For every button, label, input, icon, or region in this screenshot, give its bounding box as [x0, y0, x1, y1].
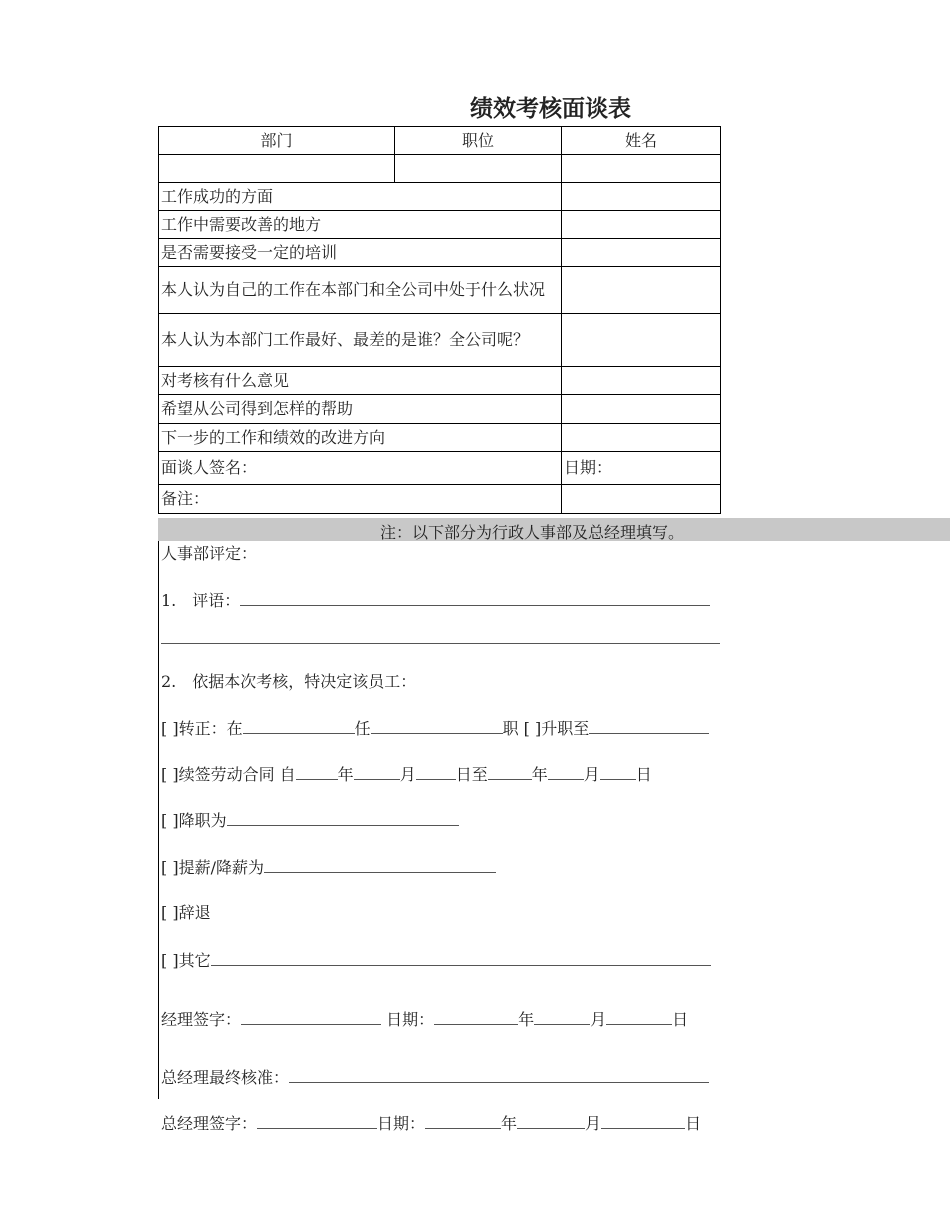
regular-row: [158, 718, 720, 740]
month-label: 月: [399, 765, 416, 784]
hr-eval-title: 人事部评定：: [161, 544, 258, 563]
comment-input[interactable]: [240, 590, 710, 606]
interview-table: [158, 126, 720, 514]
answer-cell[interactable]: [562, 395, 721, 424]
answer-cell[interactable]: [562, 239, 721, 267]
question-label: 本人认为本部门工作最好、最差的是谁？全公司呢？: [159, 314, 562, 367]
manager-sign-row: [158, 1009, 720, 1031]
manager-sign-label: 经理签字：: [161, 1010, 242, 1029]
date-label: 日期：: [562, 452, 721, 485]
question-label: 工作中需要改善的地方: [159, 211, 562, 239]
dismiss-option[interactable]: [ ]辞退: [161, 903, 211, 922]
regular-position-input[interactable]: [371, 718, 503, 734]
manager-sign-input[interactable]: [241, 1009, 381, 1025]
header-name: 姓名: [562, 127, 721, 155]
month-label: 月: [585, 1114, 602, 1133]
year-label: 年: [531, 765, 548, 784]
dept-cell[interactable]: [159, 155, 395, 183]
renew-to-year[interactable]: [488, 764, 532, 780]
gm-approve-row: [158, 1067, 720, 1089]
regular-dept-input[interactable]: [243, 718, 355, 734]
name-cell[interactable]: [562, 155, 721, 183]
renew-from-year[interactable]: [296, 764, 338, 780]
question-label: 本人认为自己的工作在本部门和全公司中处于什么状况: [159, 267, 562, 314]
day-to-label: 日至: [455, 765, 488, 784]
manager-date-label: 日期：: [381, 1010, 435, 1029]
manager-date-year[interactable]: [434, 1009, 518, 1025]
salary-option[interactable]: [ ]提薪/降薪为: [161, 858, 264, 877]
gm-date-label: 日期：: [377, 1114, 426, 1133]
position-cell[interactable]: [395, 155, 562, 183]
gm-approve-label: 总经理最终核准：: [161, 1068, 290, 1087]
renew-to-month[interactable]: [548, 764, 584, 780]
demote-input[interactable]: [227, 810, 459, 826]
gm-approve-input[interactable]: [289, 1067, 709, 1083]
question-label: 下一步的工作和绩效的改进方向: [159, 424, 562, 452]
gm-sign-label: 总经理签字：: [161, 1114, 258, 1133]
question-label: 是否需要接受一定的培训: [159, 239, 562, 267]
answer-cell[interactable]: [562, 183, 721, 211]
question-label: 工作成功的方面: [159, 183, 562, 211]
day-label: 日: [672, 1010, 689, 1029]
day-label: 日: [635, 765, 652, 784]
remarks-label: 备注：: [159, 485, 562, 514]
demote-row: [161, 810, 459, 831]
manager-date-month[interactable]: [534, 1009, 590, 1025]
manager-date-day[interactable]: [606, 1009, 672, 1025]
decision-label: 2. 依据本次考核，特决定该员工：: [161, 672, 417, 691]
renew-from-month[interactable]: [354, 764, 400, 780]
promote-option[interactable]: 职 [ ]升职至: [502, 719, 590, 738]
question-label: 对考核有什么意见: [159, 367, 562, 395]
answer-cell[interactable]: [562, 267, 721, 314]
comment-row: [158, 590, 720, 612]
year-label: 年: [337, 765, 354, 784]
comment-line-2[interactable]: [161, 643, 720, 644]
comment-label: 1. 评语：: [161, 591, 241, 610]
year-label: 年: [501, 1114, 518, 1133]
other-option[interactable]: [ ]其它: [161, 951, 211, 970]
year-label: 年: [518, 1010, 535, 1029]
renew-from-day[interactable]: [416, 764, 456, 780]
gm-sign-row: [158, 1113, 720, 1135]
header-position: 职位: [395, 127, 562, 155]
gm-date-day[interactable]: [601, 1113, 685, 1129]
renew-row: [158, 764, 720, 786]
day-label: 日: [685, 1114, 702, 1133]
gm-date-month[interactable]: [517, 1113, 585, 1129]
gm-sign-input[interactable]: [257, 1113, 377, 1129]
header-dept: 部门: [159, 127, 395, 155]
renew-option[interactable]: [ ]续签劳动合同 自: [161, 765, 296, 784]
answer-cell[interactable]: [562, 367, 721, 395]
remarks-cell[interactable]: [562, 485, 721, 514]
month-label: 月: [583, 765, 600, 784]
month-label: 月: [590, 1010, 607, 1029]
answer-cell[interactable]: [562, 314, 721, 367]
promote-input[interactable]: [589, 718, 709, 734]
form-title: 绩效考核面谈表: [470, 96, 631, 122]
demote-option[interactable]: [ ]降职为: [161, 811, 227, 830]
other-input[interactable]: [211, 950, 711, 966]
regular-option[interactable]: [ ]转正：在: [161, 719, 243, 738]
salary-input[interactable]: [264, 857, 496, 873]
regular-label-b: 任: [354, 719, 371, 738]
question-label: 希望从公司得到怎样的帮助: [159, 395, 562, 424]
answer-cell[interactable]: [562, 424, 721, 452]
other-row: [158, 950, 720, 972]
hr-section-banner: [158, 518, 950, 541]
interviewer-sign-label: 面谈人签名：: [159, 452, 562, 485]
gm-date-year[interactable]: [425, 1113, 501, 1129]
renew-to-day[interactable]: [600, 764, 636, 780]
salary-row: [161, 857, 496, 878]
banner-text: 注：以下部分为行政人事部及总经理填写。: [380, 523, 685, 542]
answer-cell[interactable]: [562, 211, 721, 239]
